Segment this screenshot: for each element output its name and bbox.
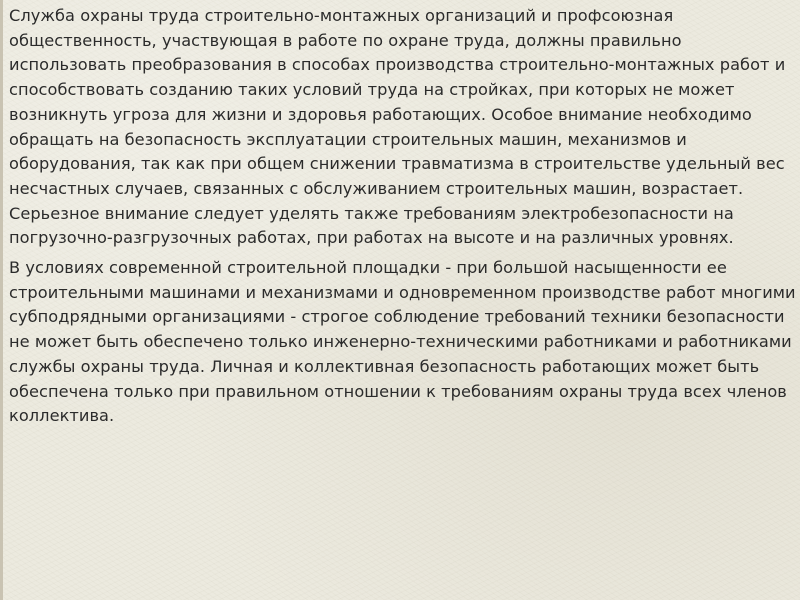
paragraph-labor-safety-service: Служба охраны труда строительно-монтажных организаций и профсоюзная общественность, участвующая в работе по охране труда, должны правильно использовать преобразования в способах производства строительно-монтажных работ и способствовать созданию таких условий труда на стройках, при которых не может возникнуть угроза для жизни и здоровья работающих. Особое внимание необходимо обращать на безопасность эксплуатации строительных машин, механизмов и оборудования, так как при общем снижении травматизма в строительстве удельный вес несчастных случаев, связанных с обслуживанием строительных машин, возрастает. Серьезное внимание следует уделять также требованиям электробезопасности на погрузочно-разгрузочных работах, при работах на высоте и на различных уровнях.	[9, 6, 786, 248]
left-border-line	[0, 0, 3, 600]
paragraph-construction-site-conditions: В условиях современной строительной площадки - при большой насыщенности ее строительными машинами и механизмами и одновременном производстве работ многими субподрядными организациями - строгое соблюдение требований техники безопасности не может быть обеспечено только инженерно-техническими работниками и работниками службы охраны труда. Личная и коллективная безопасность работающих может быть обеспечена только при правильном отношении к требованиям охраны труда всех членов коллектива.	[9, 258, 796, 426]
slide-text-body	[9, 4, 797, 594]
